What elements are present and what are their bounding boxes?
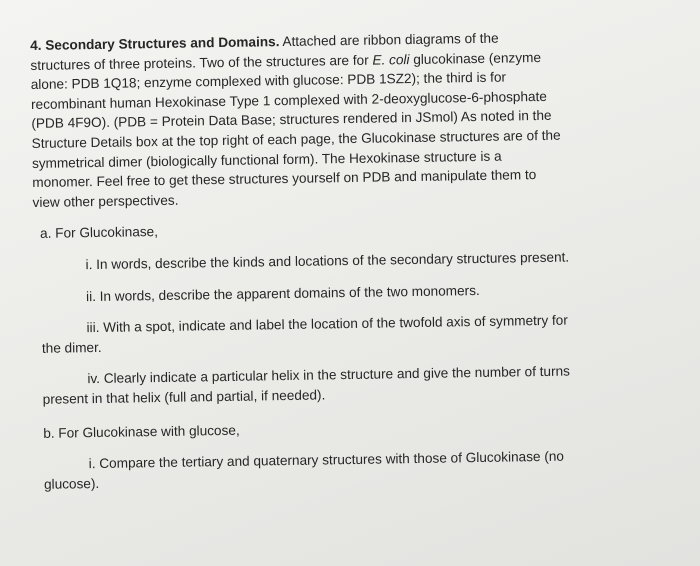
part-a-label: a. For Glucokinase, <box>39 224 159 242</box>
part-b-item-i <box>37 445 678 494</box>
part-a-item-i: i. In words, describe the kinds and locations of the secondary structures present. <box>85 249 570 273</box>
question-block <box>30 26 677 494</box>
intro-line: (PDB 4F9O). (PDB = Protein Data Base; structures rendered in JSmol) As noted in the <box>31 108 552 132</box>
intro-line: glucokinase (enzyme <box>413 49 542 67</box>
intro-line: symmetrical dimer (biologically functional form). The Hexokinase structure is a <box>31 148 502 171</box>
part-a-item-iv-line2: present in that helix (full and partial, if needed). <box>42 387 326 407</box>
intro-line: monomer. Feel free to get these structures yourself on PDB and manipulate them to <box>32 167 537 191</box>
part-b-item-i-line1: i. Compare the tertiary and quaternary structures with those of Glucokinase (no <box>88 448 565 472</box>
intro-line-italic: E. coli <box>372 51 410 68</box>
question-title: Secondary Structures and Domains. <box>45 34 280 53</box>
part-a-item-iii-line1: iii. With a spot, indicate and label the location of the twofold axis of symmetry for <box>86 312 568 336</box>
intro-line: recombinant human Hexokinase Type 1 complexed with 2-deoxyglucose-6-phosphate <box>30 88 547 112</box>
intro-line: Attached are ribbon diagrams of the <box>282 30 499 50</box>
part-a-item-iv-line1: iv. Clearly indicate a particular helix in the structure and give the number of turns <box>87 363 571 387</box>
intro-line: Structure Details box at the top right of each page, the Glucokinase structures are of the <box>31 127 561 151</box>
part-a-item-iii <box>34 309 675 358</box>
part-b-item-i-line2: glucose). <box>43 475 100 492</box>
part-a-item-iv <box>35 360 676 409</box>
question-number: 4. <box>30 37 42 53</box>
part-a-item-iii-line2: the dimer. <box>41 339 102 356</box>
part-b-label: b. For Glucokinase with glucose, <box>43 422 240 441</box>
intro-line: structures of three proteins. Two of the structures are for <box>30 52 369 73</box>
intro-line: alone: PDB 1Q18; enzyme complexed with glucose: PDB 1SZ2); the third is for <box>30 69 507 93</box>
question-intro <box>30 26 673 212</box>
part-a-item-ii: ii. In words, describe the apparent domains of the two monomers. <box>85 282 480 304</box>
intro-line: view other perspectives. <box>32 192 179 210</box>
